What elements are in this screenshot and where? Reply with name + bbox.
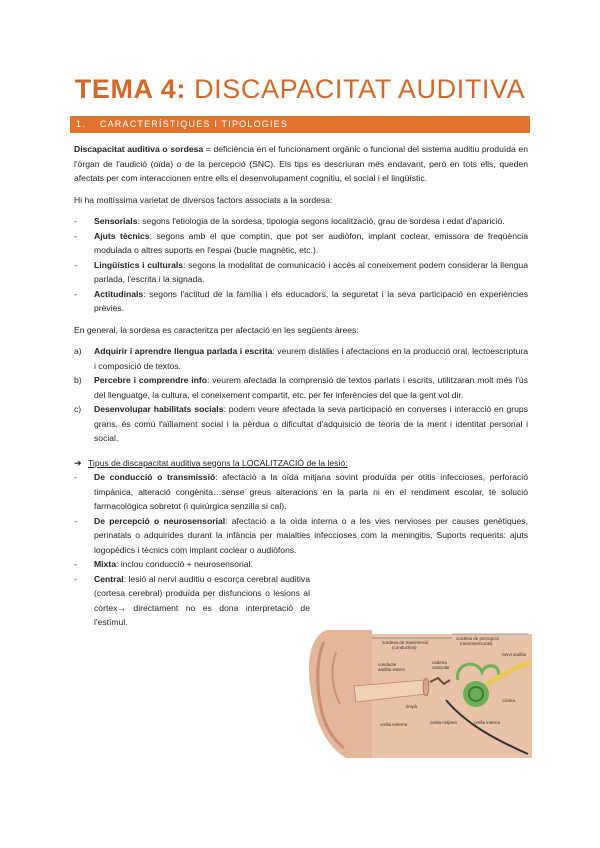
- definition-term: Discapacitat auditiva o sordesa: [74, 144, 204, 154]
- label-conductiva: (conductiva): [392, 645, 417, 650]
- definition-paragraph: [74, 142, 528, 186]
- types-list: [74, 470, 528, 630]
- list-item: [74, 229, 528, 258]
- list-text: : inclou conducció + neurosensorial.: [115, 559, 253, 569]
- list-item: [74, 557, 528, 572]
- list-item: [74, 258, 528, 287]
- factors-list: [74, 214, 528, 316]
- label-orella-mitjana: orella mitjana: [430, 720, 457, 725]
- label-sordesa-percepcio: sordesa de percepció: [456, 636, 500, 641]
- list-term: Percebre i comprendre info: [94, 375, 208, 385]
- list-term: Actitudinals: [94, 288, 144, 299]
- factors-intro: Hi ha moltíssima varietat de diversos factors associats a la sordesa:: [74, 194, 333, 205]
- list-text: : afectació a la oïda interna o a les vies nervioses per causes genètiques, perinatals o adquirides durant la infància per malalties infeccioses com la meningitis. Suports requerits: ajuts logopèdics i tècnics com implant coclear o audiòfons.: [94, 515, 528, 555]
- list-item: [74, 344, 528, 373]
- label-conducte: conducte: [378, 662, 397, 667]
- arrow-right-icon: ➔: [74, 457, 82, 468]
- list-item: [74, 287, 528, 316]
- label-neurosensorial: (neurosensorial): [460, 641, 493, 646]
- label-orella-externa: orella externa: [380, 722, 408, 727]
- list-item: [74, 402, 528, 446]
- label-cadena: cadena: [432, 660, 447, 665]
- list-marker: c): [74, 404, 82, 414]
- section-number: 1.: [76, 119, 86, 129]
- cochlea: [463, 681, 489, 707]
- label-auditiu-extern: auditiu extern: [378, 667, 406, 672]
- list-marker: -: [74, 573, 77, 584]
- list-text: : veurem dislàlies i afectacions en la producció oral, lectoescriptura i composició de textos.: [94, 346, 528, 371]
- list-text: : podem veure afectada la seva participació en converses i interacció en grups grans, és comú l'aïllament social i la pèrdua o dificultat d'adquisició de teoria de la ment i identitat personal i social.: [94, 404, 528, 443]
- list-term: Sensorials: [94, 216, 138, 226]
- list-term: Adquirir i aprendre llengua parlada i escrita: [94, 346, 273, 356]
- label-timpa: timpà: [406, 704, 418, 709]
- list-term: Central: [94, 573, 124, 584]
- label-sordesa-transmissio: sordesa de transmissió: [382, 640, 429, 645]
- list-item: [74, 470, 528, 514]
- list-text: : segons amb el que comptin, que pot ser audiòfon, implant coclear, emissora de freqüència modulada o altres suports en l'espai (bucle magnètic, etc.).: [94, 230, 528, 255]
- list-item: [74, 373, 528, 402]
- areas-intro: En general, la sordesa es caracteritza per afectació en les següents àrees:: [74, 324, 359, 335]
- list-marker: -: [74, 288, 77, 299]
- list-marker: -: [74, 216, 77, 226]
- areas-list: [74, 344, 528, 446]
- list-marker: -: [74, 472, 77, 482]
- list-term: Desenvolupar habilitats socials: [94, 404, 224, 414]
- label-coclea: còclea: [502, 698, 516, 703]
- ear-anatomy-figure: [306, 628, 534, 760]
- list-marker: -: [74, 515, 77, 526]
- list-text: : segons l'etiologia de la sordesa, tipologia segons localització, grau de sordesa i edat d'aparició.: [137, 216, 505, 226]
- list-text: : veurem afectada la comprensió de textos parlats i escrits, utilitzaran molt més l'ús del llenguatge, la cultura, el coneixement compartit, etc. per fer inferències del que la gent vol dir.: [94, 375, 528, 400]
- list-term: Lingüístics i culturals: [94, 259, 184, 270]
- eardrum: [423, 678, 429, 696]
- list-term: De percepció o neurosensorial: [94, 515, 226, 526]
- list-marker: -: [74, 259, 77, 270]
- label-ossicular: ossicular: [432, 665, 450, 670]
- types-heading: [74, 456, 528, 471]
- list-marker: -: [74, 559, 77, 569]
- list-item: [74, 572, 310, 630]
- list-marker: b): [74, 375, 82, 385]
- label-orella-interna: orella interna: [474, 720, 501, 725]
- section-header: [70, 116, 530, 133]
- list-text: : segons la modalitat de comunicació i accés al coneixement podem considerar la llengua parlada, l'escrita i la signada.: [94, 259, 528, 284]
- list-term: Mixta: [94, 559, 116, 569]
- list-text: : afectació a la oïda mitjana sovint produïda per otitis infeccioses, perforació timpànica, alteració congènita…sense greus alteracions en la parla ni en el rendiment escolar, té solució farmacològica sobretot (i quirúrgica senzilla si cal).: [94, 472, 528, 511]
- list-text: : lesió al nervi auditiu o escorça cerebral auditiva (cortesa cerebral) produïda per disfuncions o lesions al còrtex→ directament no es dona interpretació de l'estímul.: [94, 573, 310, 627]
- list-text: : segons l'actitud de la família i els educadors, la seguretat i la seva participació en experiències prèvies.: [94, 288, 528, 313]
- title-topic: TEMA 4:: [74, 74, 186, 104]
- list-marker: a): [74, 346, 82, 356]
- ear-diagram: [306, 628, 534, 760]
- list-term: De conducció o transmissió: [94, 472, 216, 482]
- definition-text: = deficiència en el funcionament orgànic o funcional del sistema auditiu produïda en l'òrgan de l'audició (oïda) o de la percepció (SNC). Els tips es descriuran més endavant, però en tots ells, queden afectats per com interaccionen entre ells el desenvolupament cognitiu, el social i el lingüístic.: [74, 144, 528, 183]
- list-marker: -: [74, 230, 77, 241]
- section-label: CARACTERÍSTIQUES I TIPOLOGIES: [99, 119, 289, 129]
- types-heading-text: Tipus de discapacitat auditiva segons la LOCALITZACIÓ de la lesió:: [88, 457, 348, 468]
- label-nervi-auditiu: nervi auditiu: [502, 652, 527, 657]
- title-subject: DISCAPACITAT AUDITIVA: [194, 74, 526, 104]
- document-body: [74, 142, 528, 630]
- list-term: Ajuts tècnics: [94, 230, 150, 241]
- list-item: [74, 514, 528, 558]
- list-item: [74, 214, 528, 229]
- page-title: [0, 74, 600, 105]
